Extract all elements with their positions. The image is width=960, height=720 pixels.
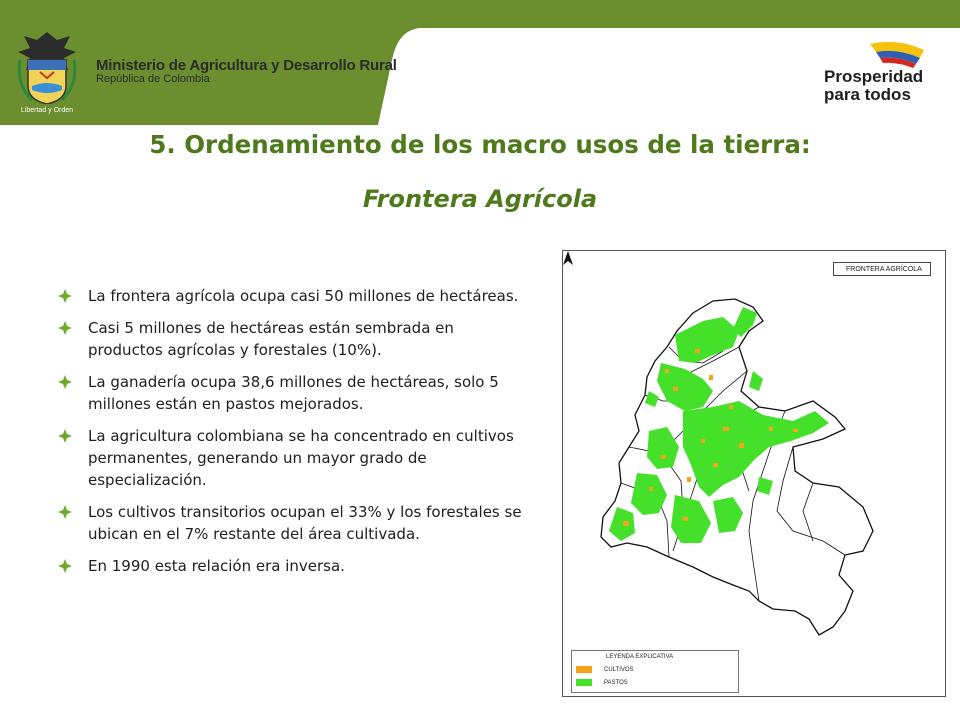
leaf-bullet-icon (58, 321, 72, 335)
bullet-text: Los cultivos transitorios ocupan el 33% y los forestales se ubican en el 7% restante del área cultivada. (88, 503, 522, 543)
colombia-map (563, 251, 945, 696)
map-panel (562, 250, 946, 697)
north-arrow-icon (563, 251, 573, 265)
slide-title: 5. Ordenamiento de los macro usos de la tierra: (149, 130, 811, 159)
ministry-name: Ministerio de Agricultura y Desarrollo Rural (96, 57, 397, 74)
legend-item-pastos (576, 679, 628, 686)
legend-swatch-cultivos (576, 666, 592, 673)
ministry-title-block (96, 57, 397, 85)
bullet-text: Casi 5 millones de hectáreas están sembrada en productos agrícolas y forestales (10%). (88, 319, 454, 359)
header-band (0, 0, 960, 125)
logo-line-2: para todos (824, 85, 911, 104)
bullet-item (58, 317, 528, 361)
leaf-bullet-icon (58, 429, 72, 443)
bullet-text: La ganadería ocupa 38,6 millones de hectáreas, solo 5 millones están en pastos mejorados. (88, 373, 499, 413)
map-title: FRONTERA AGRÍCOLA (833, 262, 931, 276)
bullet-item (58, 501, 528, 545)
legend-label: CULTIVOS (604, 667, 634, 674)
bullet-item (58, 555, 528, 577)
country-name: República de Colombia (96, 73, 210, 85)
legend-swatch-pastos (576, 679, 592, 686)
legend-item-cultivos (576, 666, 634, 673)
map-legend (571, 650, 739, 693)
bullet-text: La agricultura colombiana se ha concentrado en cultivos permanentes, generando un mayor grado de especialización. (88, 427, 514, 489)
bullet-item (58, 285, 528, 307)
coat-of-arms-logo (12, 30, 82, 116)
logo-line-1: Prosperidad (824, 67, 924, 86)
crest-motto: Libertad y Orden (20, 107, 74, 114)
leaf-bullet-icon (58, 505, 72, 519)
bullet-list (58, 285, 528, 587)
bullet-text: En 1990 esta relación era inversa. (88, 557, 345, 575)
legend-label: PASTOS (604, 680, 628, 687)
leaf-bullet-icon (58, 375, 72, 389)
prosperidad-logo (820, 40, 930, 110)
bullet-text: La frontera agrícola ocupa casi 50 millones de hectáreas. (88, 287, 519, 305)
legend-title: LEYENDA EXPLICATIVA (606, 654, 674, 660)
leaf-bullet-icon (58, 559, 72, 573)
bullet-item (58, 371, 528, 415)
bullet-item (58, 425, 528, 491)
leaf-bullet-icon (58, 289, 72, 303)
slide-subtitle: Frontera Agrícola (362, 185, 598, 213)
